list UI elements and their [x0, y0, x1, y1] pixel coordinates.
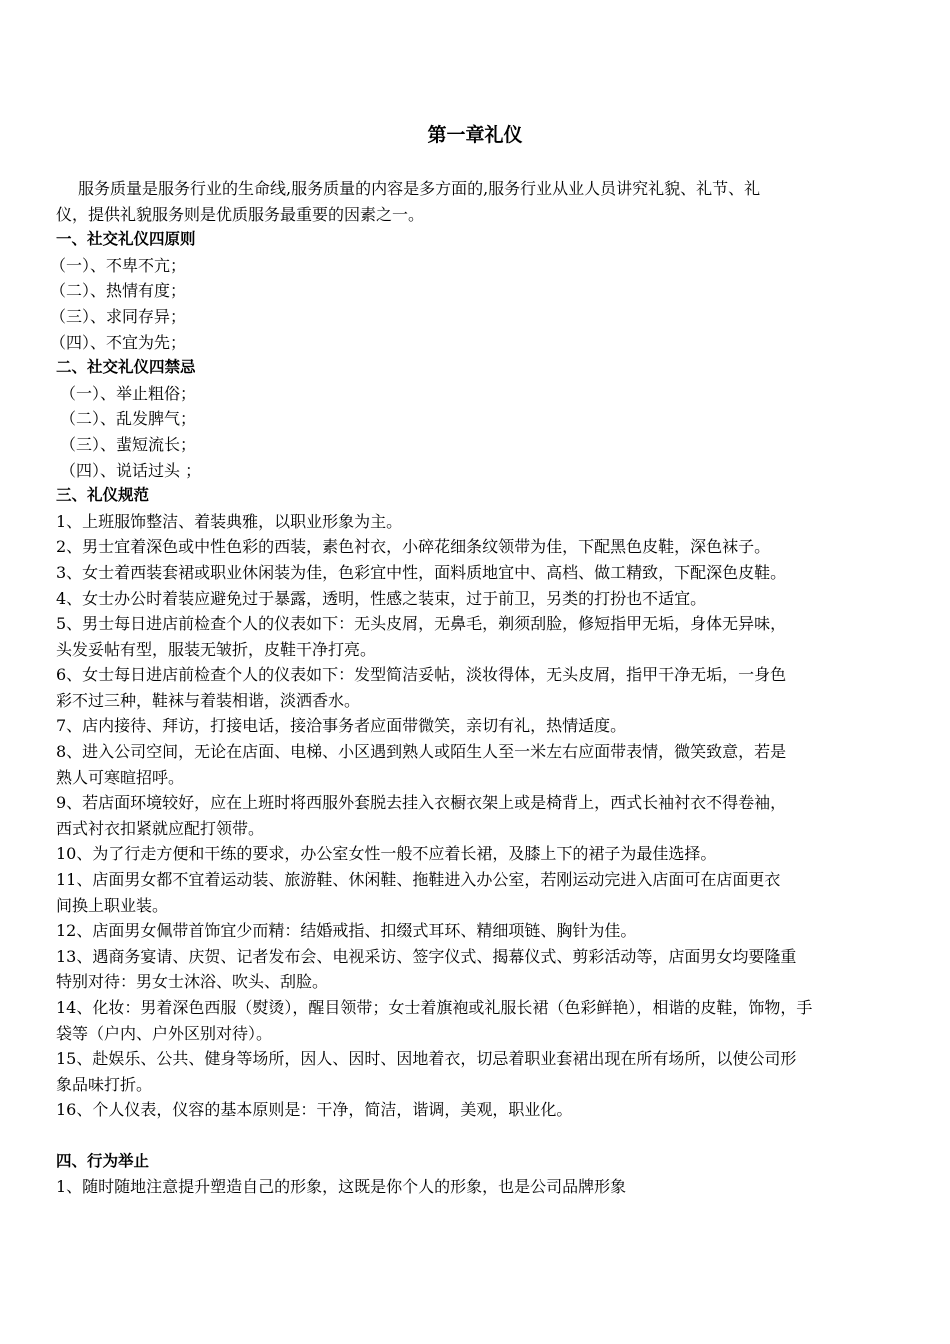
- body-line: 2、男士宜着深色或中性色彩的西装，素色衬衣，小碎花细条纹领带为佳，下配黑色皮鞋，深色袜子。: [56, 537, 771, 557]
- body-line: 1、随时随地注意提升塑造自己的形象，这既是你个人的形象，也是公司品牌形象: [56, 1177, 627, 1197]
- body-line: 彩不过三种，鞋袜与着装相谐，淡洒香水。: [56, 690, 361, 710]
- body-line: 6、女士每日进店前检查个人的仪表如下：发型简洁妥帖，淡妆得体，无头皮屑，指甲干净无垢，一身色: [56, 665, 787, 685]
- body-line: 8、进入公司空间，无论在店面、电梯、小区遇到熟人或陌生人至一米左右应面带表情，微笑致意，若是: [56, 742, 787, 762]
- list-item: （四）、说话过头 ；: [60, 460, 202, 480]
- body-line: 16、个人仪表，仪容的基本原则是：干净，简洁，谐调，美观，职业化。: [56, 1100, 573, 1120]
- body-line: 14、化妆：男着深色西服（熨烫），醒目领带；女士着旗袍或礼服长裙（色彩鲜艳），相谐的皮鞋，饰物，手: [56, 998, 813, 1017]
- section-heading: 一、社交礼仪四原则: [56, 230, 196, 249]
- body-line: 7、店内接待、拜访，打接电话，接洽事务者应面带微笑，亲切有礼，热情适度。: [56, 716, 627, 736]
- list-item: （一）、不卑不亢；: [50, 255, 187, 275]
- body-line: 间换上职业装。: [56, 895, 169, 915]
- body-line: 袋等（户内、户外区别对待）。: [56, 1023, 273, 1043]
- list-item: （三）、求同存异；: [50, 306, 187, 326]
- list-item: （四）、不宜为先；: [50, 332, 187, 352]
- chapter-title: 第一章礼仪: [427, 124, 523, 146]
- list-item: （一）、举止粗俗；: [60, 383, 197, 403]
- body-line: 11、店面男女都不宜着运动装、旅游鞋、休闲鞋、拖鞋进入办公室，若刚运动完进入店面可在店面更衣: [56, 870, 781, 890]
- section-heading: 三、礼仪规范: [56, 486, 150, 505]
- body-line: 1、上班服饰整洁、着装典雅，以职业形象为主。: [56, 511, 403, 531]
- document-body: [50, 176, 896, 1200]
- body-line: 4、女士办公时着装应避免过于暴露，透明，性感之装束，过于前卫，另类的打扮也不适宜。: [56, 588, 707, 608]
- section-heading: 四、行为举止: [56, 1151, 150, 1170]
- list-item: （三）、蜚短流长；: [60, 434, 197, 454]
- body-line: 西式衬衣扣紧就应配打领带。: [56, 818, 265, 838]
- body-line: 5、男士每日进店前检查个人的仪表如下：无头皮屑，无鼻毛，剃须刮脸，修短指甲无垢，身体无异味，: [56, 614, 787, 634]
- body-line: 9、若店面环境较好，应在上班时将西服外套脱去挂入衣橱衣架上或是椅背上，西式长袖衬衣不得卷袖，: [56, 793, 787, 813]
- body-line: 13、遇商务宴请、庆贺、记者发布会、电视采访、签字仪式、揭幕仪式、剪彩活动等，店面男女均要隆重: [56, 946, 797, 966]
- body-line: 象品味打折。: [56, 1074, 153, 1094]
- paragraph-gap: [56, 1123, 896, 1149]
- body-line: 头发妥帖有型，服装无皱折，皮鞋干净打亮。: [56, 639, 377, 659]
- body-line: 10、为了行走方便和干练的要求，办公室女性一般不应着长裙，及膝上下的裙子为最佳选择。: [56, 844, 717, 864]
- section-heading: 二、社交礼仪四禁忌: [56, 358, 196, 377]
- intro-line: 仪，提供礼貌服务则是优质服务最重要的因素之一。: [56, 204, 425, 224]
- body-line: 熟人可寒暄招呼。: [56, 767, 185, 787]
- body-line: 3、女士着西装套裙或职业休闲装为佳，色彩宜中性，面料质地宜中、高档、做工精致，下配深色皮鞋。: [56, 562, 787, 582]
- list-item: （二）、乱发脾气；: [60, 409, 197, 429]
- body-line: 15、赴娱乐、公共、健身等场所，因人、因时、因地着衣，切忌着职业套裙出现在所有场所，以使公司形: [56, 1049, 797, 1069]
- body-line: 12、店面男女佩带首饰宜少而精：结婚戒指、扣缀式耳环、精细项链、胸针为佳。: [56, 921, 637, 941]
- list-item: （二）、热情有度；: [50, 281, 187, 301]
- intro-line: 服务质量是服务行业的生命线,服务质量的内容是多方面的,服务行业从业人员讲究礼貌、礼节、礼: [78, 179, 761, 198]
- body-line: 特别对待：男女士沐浴、吹头、刮脸。: [56, 972, 329, 992]
